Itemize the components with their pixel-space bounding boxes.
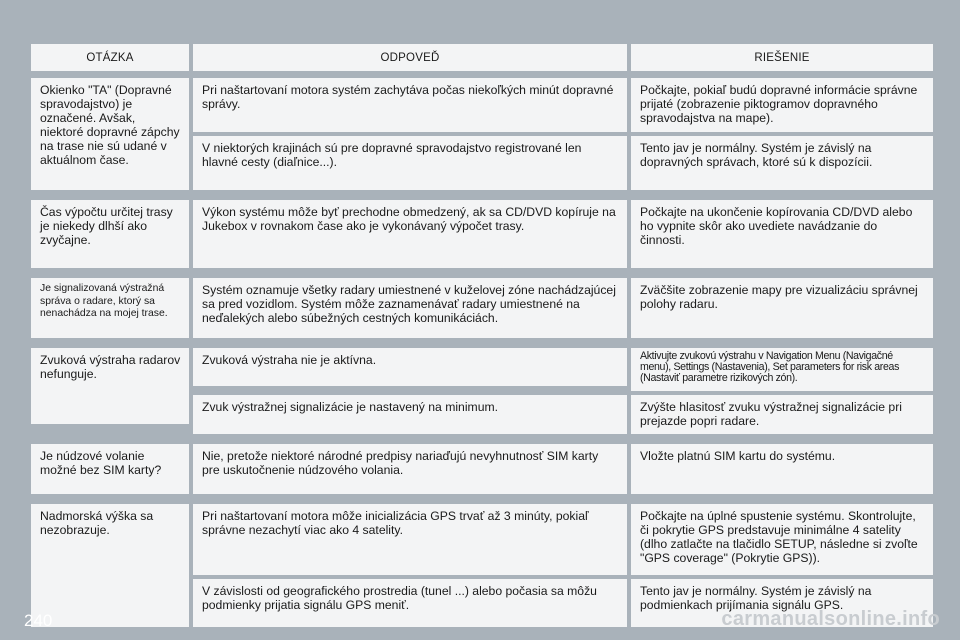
solution-cell: Tento jav je normálny. Systém je závislý na podmienkach prijímania signálu GPS. <box>631 579 933 627</box>
header-question: OTÁZKA <box>31 44 189 71</box>
header-answer: ODPOVEĎ <box>193 44 627 71</box>
faq-group <box>31 78 933 190</box>
table-row <box>193 444 933 494</box>
table-row <box>193 200 933 268</box>
faq-group <box>31 200 933 268</box>
answer-cell: Pri naštartovaní motora systém zachytáva počas niekoľkých minút dopravné správy. <box>193 78 627 132</box>
solution-cell: Počkajte na ukončenie kopírovania CD/DVD alebo ho vypnite skôr ako uvediete navádzanie do činnosti. <box>631 200 933 268</box>
page-number: 240 <box>24 611 53 630</box>
answer-cell: V závislosti od geografického prostredia (tunel ...) alebo počasia sa môžu podmienky prijatia signálu GPS meniť. <box>193 579 627 627</box>
table-row <box>193 395 933 434</box>
question-cell: Zvuková výstraha radarov nefunguje. <box>31 348 189 424</box>
answer-cell: Pri naštartovaní motora môže inicializácia GPS trvať až 3 minúty, pokiaľ správne nezachytí viac ako 4 satelity. <box>193 504 627 575</box>
table-row <box>193 348 933 391</box>
answer-cell: Výkon systému môže byť prechodne obmedzený, ak sa CD/DVD kopíruje na Jukebox v rovnakom čase ako je vykonávaný výpočet trasy. <box>193 200 627 268</box>
answer-cell: V niektorých krajinách sú pre dopravné spravodajstvo registrované len hlavné cesty (diaľnice...). <box>193 136 627 190</box>
faq-group <box>31 278 933 338</box>
answer-cell: Systém oznamuje všetky radary umiestnené v kuželovej zóne nachádzajúcej sa pred vozidlom. Systém môže zaznamenávať radary umiestnené na neďalekých alebo súbežných cestných komunikáciách. <box>193 278 627 338</box>
solution-cell: Počkajte, pokiaľ budú dopravné informácie správne prijaté (zobrazenie piktogramov dopravného spravodajstva na mape). <box>631 78 933 132</box>
answer-cell: Zvuk výstražnej signalizácie je nastavený na minimum. <box>193 395 627 434</box>
table-row <box>193 136 933 190</box>
solution-cell: Zväčšite zobrazenie mapy pre vizualizáciu správnej polohy radaru. <box>631 278 933 338</box>
header-solution: RIEŠENIE <box>631 44 933 71</box>
question-cell: Je núdzové volanie možné bez SIM karty? <box>31 444 189 494</box>
question-cell: Je signalizovaná výstražná správa o radare, ktorý sa nenachádza na mojej trase. <box>31 278 189 338</box>
solution-cell: Aktivujte zvukovú výstrahu v Navigation Menu (Navigačné menu), Settings (Nastavenia), Set parameters for risk areas (Nastaviť parametre rizikových zón). <box>631 348 933 391</box>
table-row <box>193 504 933 575</box>
answer-cell: Nie, pretože niektoré národné predpisy nariaďujú nevyhnutnosť SIM karty pre uskutočnenie núdzového volania. <box>193 444 627 494</box>
solution-cell: Tento jav je normálny. Systém je závislý na dopravných správach, ktoré sú k dispozícii. <box>631 136 933 190</box>
question-cell: Čas výpočtu určitej trasy je niekedy dlhší ako zvyčajne. <box>31 200 189 268</box>
table-row <box>193 278 933 338</box>
faq-group <box>31 444 933 494</box>
solution-cell: Vložte platnú SIM kartu do systému. <box>631 444 933 494</box>
faq-table <box>31 44 933 637</box>
solution-cell: Zvýšte hlasitosť zvuku výstražnej signalizácie pri prejazde popri radare. <box>631 395 933 434</box>
question-cell: Okienko "TA" (Dopravné spravodajstvo) je označené. Avšak, niektoré dopravné zápchy na trase nie sú udané v aktuálnom čase. <box>31 78 189 190</box>
faq-group <box>31 348 933 434</box>
answer-cell: Zvuková výstraha nie je aktívna. <box>193 348 627 386</box>
question-cell: Nadmorská výška sa nezobrazuje. <box>31 504 189 627</box>
table-row <box>193 78 933 132</box>
solution-cell: Počkajte na úplné spustenie systému. Skontrolujte, či pokrytie GPS predstavuje minimálne 4 satelity (dlho zatlačte na tlačidlo SETUP, následne si zvoľte "GPS coverage" (Pokrytie GPS)). <box>631 504 933 575</box>
table-header <box>31 44 933 71</box>
watermark: carmanualsonline.info <box>721 608 940 630</box>
